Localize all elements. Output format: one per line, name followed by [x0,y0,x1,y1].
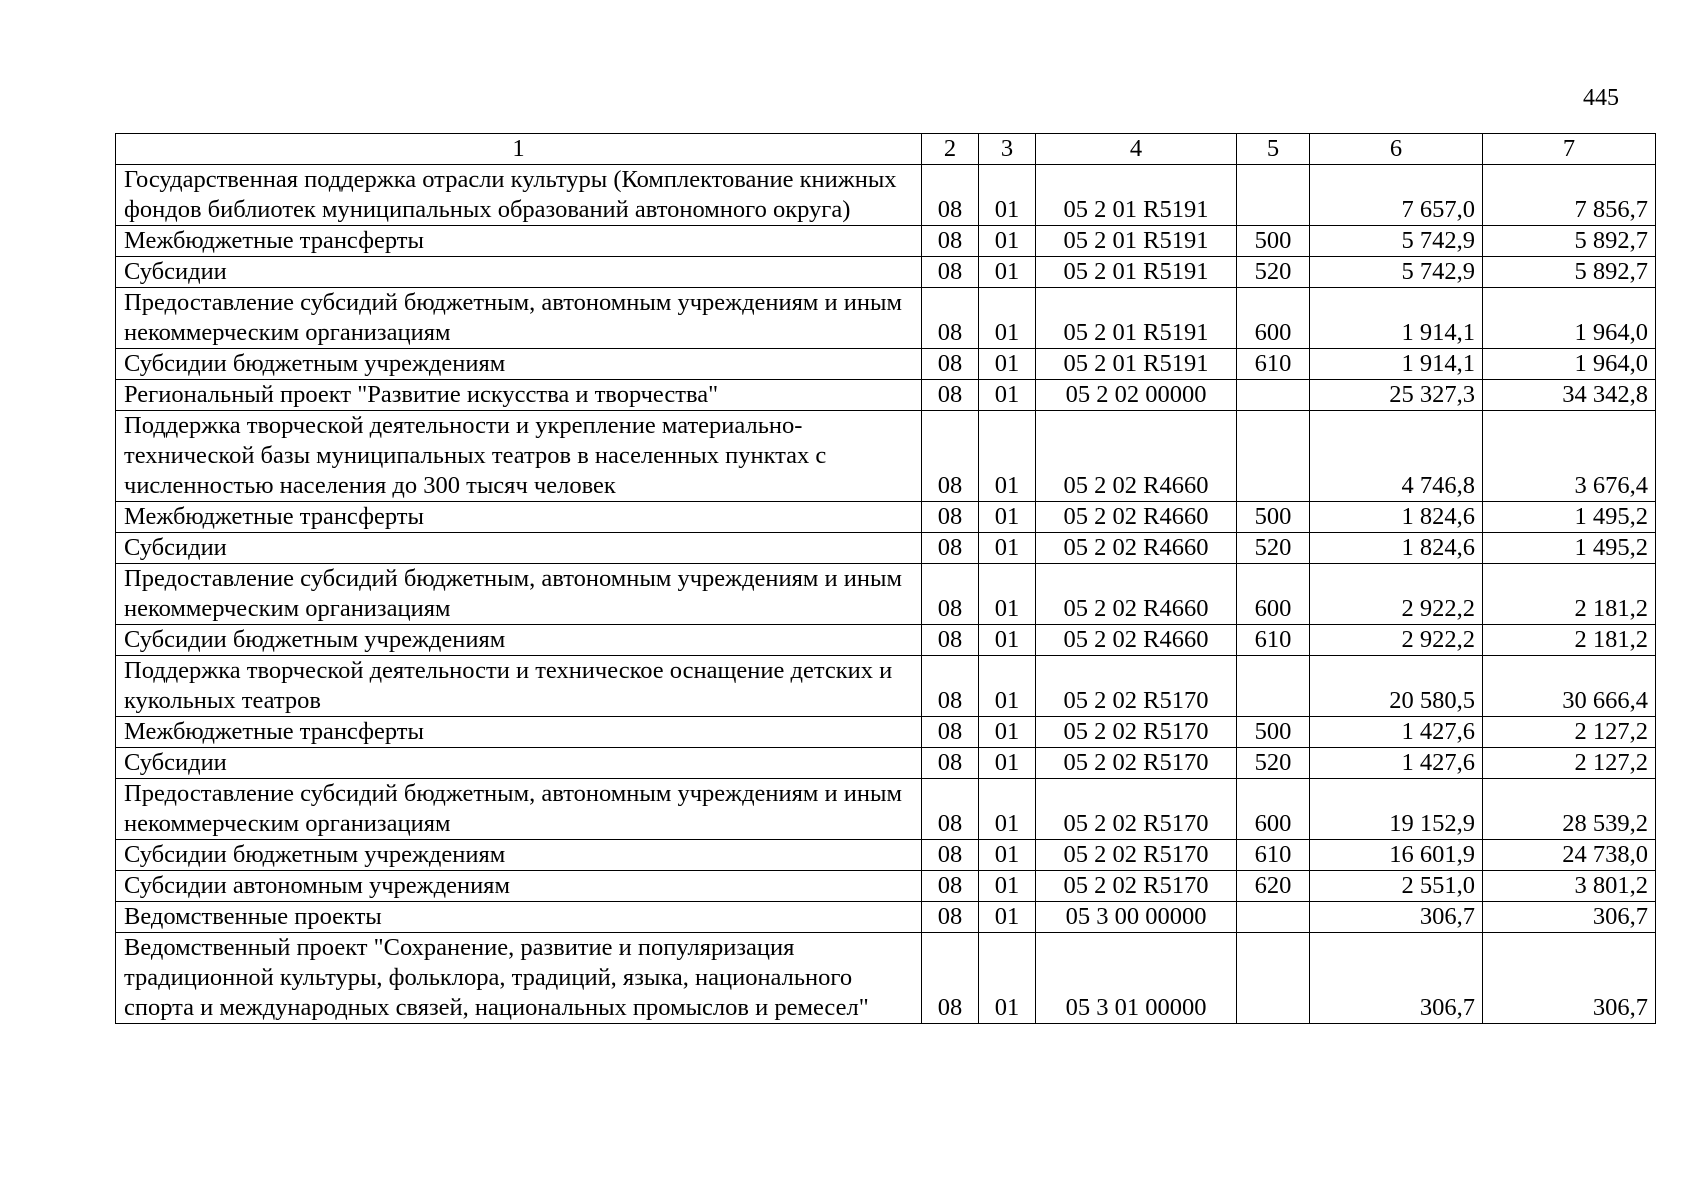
table-row [116,717,1656,748]
cell-amount-7: 7 856,7 [1483,165,1656,226]
cell-amount-7: 24 738,0 [1483,840,1656,871]
cell-subsection: 01 [979,533,1036,564]
table-row [116,533,1656,564]
table-row [116,840,1656,871]
cell-section: 08 [922,288,979,349]
cell-target-article: 05 2 02 R4660 [1036,502,1237,533]
cell-amount-6: 4 746,8 [1310,411,1483,502]
cell-name: Субсидии [116,533,922,564]
cell-amount-7: 2 181,2 [1483,625,1656,656]
cell-amount-6: 5 742,9 [1310,226,1483,257]
budget-table [115,133,1656,1024]
cell-amount-6: 2 922,2 [1310,564,1483,625]
table-row [116,871,1656,902]
cell-target-article: 05 2 01 R5191 [1036,349,1237,380]
cell-section: 08 [922,779,979,840]
cell-target-article: 05 2 01 R5191 [1036,288,1237,349]
cell-section: 08 [922,902,979,933]
cell-subsection: 01 [979,933,1036,1024]
cell-expense-type: 520 [1237,748,1310,779]
cell-amount-6: 1 427,6 [1310,717,1483,748]
table-row [116,502,1656,533]
cell-section: 08 [922,564,979,625]
cell-amount-6: 1 824,6 [1310,502,1483,533]
cell-name: Субсидии [116,748,922,779]
cell-subsection: 01 [979,840,1036,871]
cell-name: Предоставление субсидий бюджетным, автономным учреждениям и иным некоммерческим организациям [116,564,922,625]
cell-section: 08 [922,933,979,1024]
cell-expense-type: 600 [1237,288,1310,349]
column-header-2: 2 [922,134,979,165]
cell-amount-6: 306,7 [1310,902,1483,933]
cell-target-article: 05 2 02 R4660 [1036,533,1237,564]
cell-subsection: 01 [979,625,1036,656]
cell-section: 08 [922,411,979,502]
cell-amount-7: 1 964,0 [1483,288,1656,349]
cell-subsection: 01 [979,656,1036,717]
column-header-7: 7 [1483,134,1656,165]
cell-expense-type: 520 [1237,257,1310,288]
cell-name: Межбюджетные трансферты [116,717,922,748]
cell-expense-type [1237,933,1310,1024]
cell-target-article: 05 2 02 R5170 [1036,656,1237,717]
cell-subsection: 01 [979,257,1036,288]
cell-subsection: 01 [979,748,1036,779]
table-row [116,779,1656,840]
cell-amount-6: 19 152,9 [1310,779,1483,840]
cell-target-article: 05 2 02 R4660 [1036,411,1237,502]
cell-amount-6: 20 580,5 [1310,656,1483,717]
cell-expense-type [1237,411,1310,502]
cell-name: Ведомственный проект "Сохранение, развитие и популяризация традиционной культуры, фольклора, традиций, языка, национального спорта и международных связей, национальных промыслов и ремесел" [116,933,922,1024]
cell-target-article: 05 2 02 R5170 [1036,779,1237,840]
cell-expense-type [1237,165,1310,226]
cell-target-article: 05 3 01 00000 [1036,933,1237,1024]
cell-subsection: 01 [979,779,1036,840]
table-row [116,349,1656,380]
cell-target-article: 05 2 02 R5170 [1036,871,1237,902]
cell-section: 08 [922,717,979,748]
cell-section: 08 [922,380,979,411]
header-row [116,134,1656,165]
cell-target-article: 05 2 01 R5191 [1036,226,1237,257]
cell-name: Государственная поддержка отрасли культуры (Комплектование книжных фондов библиотек муниципальных образований автономного округа) [116,165,922,226]
cell-amount-6: 2 922,2 [1310,625,1483,656]
cell-name: Ведомственные проекты [116,902,922,933]
table-row [116,625,1656,656]
cell-subsection: 01 [979,226,1036,257]
cell-amount-6: 1 427,6 [1310,748,1483,779]
column-header-4: 4 [1036,134,1237,165]
cell-target-article: 05 2 02 R4660 [1036,625,1237,656]
cell-section: 08 [922,165,979,226]
cell-expense-type: 620 [1237,871,1310,902]
cell-expense-type: 610 [1237,840,1310,871]
cell-subsection: 01 [979,871,1036,902]
cell-amount-6: 1 914,1 [1310,349,1483,380]
cell-section: 08 [922,656,979,717]
cell-amount-7: 2 127,2 [1483,717,1656,748]
table-row [116,933,1656,1024]
cell-amount-7: 1 964,0 [1483,349,1656,380]
cell-amount-7: 28 539,2 [1483,779,1656,840]
cell-expense-type: 610 [1237,349,1310,380]
cell-expense-type [1237,380,1310,411]
cell-target-article: 05 2 01 R5191 [1036,165,1237,226]
table-row [116,165,1656,226]
cell-amount-7: 3 676,4 [1483,411,1656,502]
cell-section: 08 [922,625,979,656]
cell-name: Предоставление субсидий бюджетным, автономным учреждениям и иным некоммерческим организациям [116,779,922,840]
cell-amount-7: 34 342,8 [1483,380,1656,411]
cell-expense-type: 600 [1237,779,1310,840]
cell-subsection: 01 [979,902,1036,933]
cell-amount-6: 1 824,6 [1310,533,1483,564]
cell-subsection: 01 [979,564,1036,625]
cell-amount-6: 25 327,3 [1310,380,1483,411]
table-row [116,257,1656,288]
column-header-5: 5 [1237,134,1310,165]
cell-name: Предоставление субсидий бюджетным, автономным учреждениям и иным некоммерческим организациям [116,288,922,349]
table-row [116,656,1656,717]
cell-expense-type: 500 [1237,502,1310,533]
cell-amount-7: 3 801,2 [1483,871,1656,902]
cell-expense-type [1237,656,1310,717]
cell-subsection: 01 [979,502,1036,533]
cell-name: Субсидии [116,257,922,288]
table-row [116,748,1656,779]
cell-section: 08 [922,349,979,380]
cell-amount-6: 1 914,1 [1310,288,1483,349]
cell-name: Поддержка творческой деятельности и укрепление материально-технической базы муниципальных театров в населенных пунктах с численностью населения до 300 тысяч человек [116,411,922,502]
cell-expense-type [1237,902,1310,933]
cell-name: Субсидии бюджетным учреждениям [116,349,922,380]
table-header [116,134,1656,165]
table-row [116,226,1656,257]
cell-amount-7: 2 181,2 [1483,564,1656,625]
cell-amount-7: 306,7 [1483,933,1656,1024]
cell-target-article: 05 2 02 00000 [1036,380,1237,411]
cell-amount-7: 5 892,7 [1483,226,1656,257]
column-header-3: 3 [979,134,1036,165]
cell-name: Субсидии автономным учреждениям [116,871,922,902]
cell-amount-6: 7 657,0 [1310,165,1483,226]
cell-amount-7: 306,7 [1483,902,1656,933]
cell-target-article: 05 2 02 R5170 [1036,748,1237,779]
cell-section: 08 [922,257,979,288]
cell-subsection: 01 [979,380,1036,411]
cell-expense-type: 610 [1237,625,1310,656]
cell-name: Поддержка творческой деятельности и техническое оснащение детских и кукольных театров [116,656,922,717]
cell-name: Межбюджетные трансферты [116,502,922,533]
cell-section: 08 [922,748,979,779]
cell-target-article: 05 2 02 R4660 [1036,564,1237,625]
column-header-1: 1 [116,134,922,165]
cell-name: Субсидии бюджетным учреждениям [116,625,922,656]
cell-expense-type: 600 [1237,564,1310,625]
cell-section: 08 [922,840,979,871]
table-body [116,165,1656,1024]
column-header-6: 6 [1310,134,1483,165]
cell-amount-7: 30 666,4 [1483,656,1656,717]
cell-section: 08 [922,871,979,902]
cell-amount-6: 2 551,0 [1310,871,1483,902]
cell-expense-type: 500 [1237,717,1310,748]
table-row [116,564,1656,625]
cell-amount-6: 16 601,9 [1310,840,1483,871]
cell-target-article: 05 2 02 R5170 [1036,717,1237,748]
cell-subsection: 01 [979,349,1036,380]
cell-amount-7: 1 495,2 [1483,533,1656,564]
page-number: 445 [1583,85,1619,111]
cell-section: 08 [922,226,979,257]
cell-amount-7: 1 495,2 [1483,502,1656,533]
cell-target-article: 05 3 00 00000 [1036,902,1237,933]
cell-amount-6: 306,7 [1310,933,1483,1024]
cell-name: Межбюджетные трансферты [116,226,922,257]
cell-target-article: 05 2 01 R5191 [1036,257,1237,288]
cell-subsection: 01 [979,411,1036,502]
cell-section: 08 [922,502,979,533]
table-row [116,411,1656,502]
cell-amount-6: 5 742,9 [1310,257,1483,288]
cell-subsection: 01 [979,288,1036,349]
cell-expense-type: 500 [1237,226,1310,257]
cell-name: Субсидии бюджетным учреждениям [116,840,922,871]
table-row [116,380,1656,411]
cell-name: Региональный проект "Развитие искусства и творчества" [116,380,922,411]
cell-target-article: 05 2 02 R5170 [1036,840,1237,871]
cell-amount-7: 2 127,2 [1483,748,1656,779]
table-row [116,902,1656,933]
cell-amount-7: 5 892,7 [1483,257,1656,288]
cell-subsection: 01 [979,717,1036,748]
cell-expense-type: 520 [1237,533,1310,564]
cell-section: 08 [922,533,979,564]
table-row [116,288,1656,349]
cell-subsection: 01 [979,165,1036,226]
